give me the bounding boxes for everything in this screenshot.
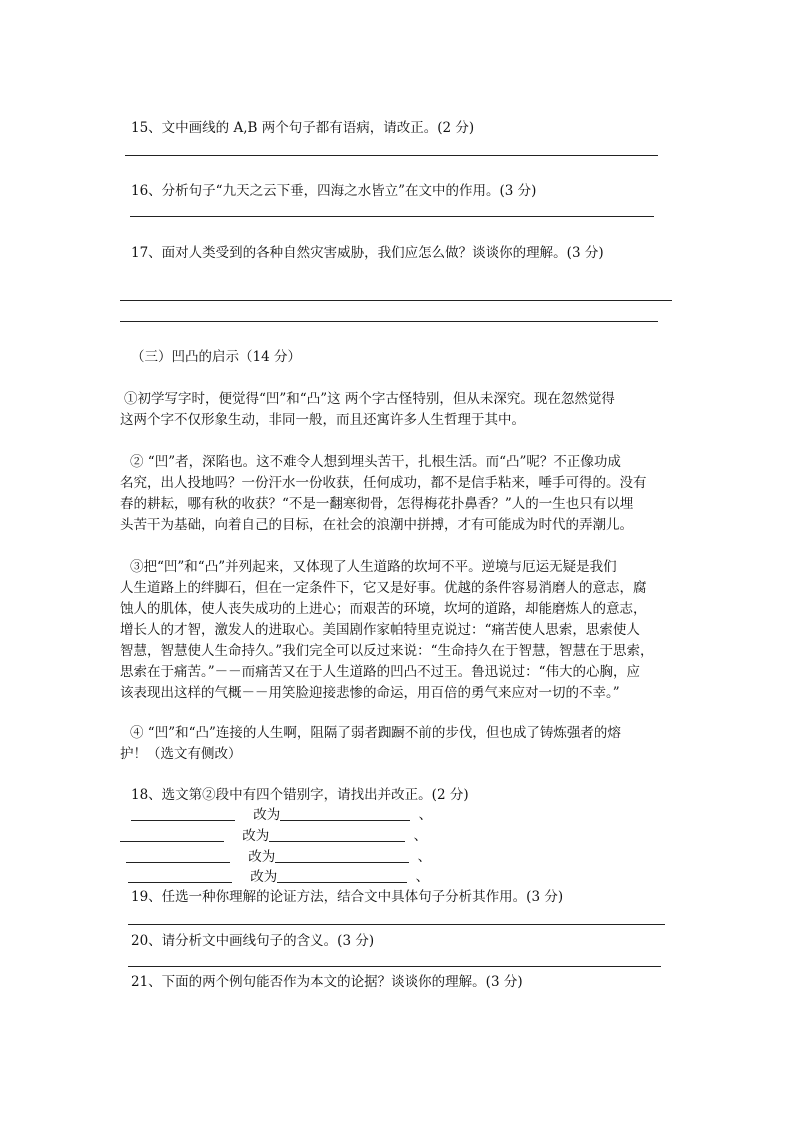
correct-char-blank-2[interactable] (269, 827, 405, 842)
paragraph-3-line: 思索在于痛苦。”－－而痛苦又在于人生道路的凹凸不过王。鲁迅说过：“伟大的心胸，应 (120, 664, 641, 680)
answer-line-16[interactable] (130, 216, 654, 217)
correction-row-4 (128, 867, 429, 888)
paragraph-2-line: ② “凹”者，深陷也。这不难令人想到埋头苦干，扎根生活。而“凸”呢？不正像功成 (130, 454, 621, 470)
paragraph-3-line: ③把“凹”和“凸”并列起来，又体现了人生道路的坎坷不平。逆境与厄运无疑是我们 (130, 559, 617, 575)
question-20: 20、请分析文中画线句子的含义。(3 分) (131, 933, 375, 949)
correction-row-2 (120, 826, 427, 847)
paragraph-2-line: 春的耕耘，哪有秋的收获？“不是一翻寒彻骨，怎得梅花扑鼻香？”人的一生也只有以埋 (120, 496, 634, 512)
answer-line-17a[interactable] (120, 300, 672, 301)
question-18: 18、选文第②段中有四个错别字，请找出并改正。(2 分) (131, 787, 469, 803)
separator: 、 (417, 849, 432, 865)
correct-char-blank-3[interactable] (275, 848, 409, 863)
wrong-char-blank-2[interactable] (120, 827, 224, 842)
paragraph-1 (120, 389, 615, 431)
separator: 、 (413, 828, 428, 844)
separator: 、 (415, 869, 430, 885)
question-15: 15、文中画线的 A,B 两个句子都有语病，请改正。(2 分) (131, 120, 475, 136)
question-21: 21、下面的两个例句能否作为本文的论据？谈谈你的理解。(3 分) (131, 974, 523, 990)
paragraph-3-line: 智慧，智慧使人生命持久。”我们完全可以反过来说：“生命持久在于智慧，智慧在于思索， (120, 643, 654, 659)
section-title: （三）凹凸的启示（14 分） (131, 349, 301, 365)
paragraph-2-line: 名究，出人投地吗？一份汗水一份收获，任何成功，都不是信手粘来，唾手可得的。没有 (120, 475, 647, 491)
change-label: 改为 (248, 849, 276, 865)
question-19: 19、任选一种你理解的论证方法，结合文中具体句子分析其作用。(3 分) (131, 889, 564, 905)
change-label: 改为 (242, 828, 270, 844)
correct-char-blank-4[interactable] (277, 868, 407, 883)
wrong-char-blank-4[interactable] (128, 868, 232, 883)
separator: 、 (418, 807, 433, 823)
paragraph-3-line: 蚀人的肌体，使人丧失成功的上进心；而艰苦的环境，坎坷的道路，却能磨炼人的意志， (120, 601, 647, 617)
answer-line-20[interactable] (128, 966, 661, 967)
answer-line-17b[interactable] (120, 321, 658, 322)
change-label: 改为 (253, 807, 281, 823)
answer-line-15[interactable] (125, 155, 658, 156)
question-17: 17、面对人类受到的各种自然灾害威胁，我们应怎么做？谈谈你的理解。(3 分) (131, 245, 604, 261)
correct-char-blank-1[interactable] (280, 806, 410, 821)
correction-row-3 (126, 847, 431, 868)
paragraph-2 (120, 452, 647, 536)
paragraph-4-line: ④ “凹”和“凸”连接的人生啊，阻隔了弱者踟蹰不前的步伐，但也成了铸炼强者的熔 (130, 725, 621, 741)
paragraph-3-line: 增长人的才智，激发人的进取心。美国剧作家帕特里克说过：“痛苦使人思索，思索使人 (120, 622, 640, 638)
paragraph-4-line: 护！（选文有侧改） (120, 746, 242, 762)
paragraph-1-line: 这两个字不仅形象生动，非同一般，而且还寓许多人生哲理于其中。 (120, 412, 525, 428)
change-label: 改为 (250, 869, 278, 885)
wrong-char-blank-3[interactable] (126, 848, 230, 863)
paragraph-3-line: 人生道路上的绊脚石，但在一定条件下，它又是好事。优越的条件容易消磨人的意志，腐 (120, 580, 647, 596)
paragraph-4 (120, 723, 621, 765)
paragraph-3 (120, 557, 654, 704)
answer-line-19[interactable] (128, 924, 665, 925)
question-16: 16、分析句子“九天之云下垂，四海之水皆立”在文中的作用。(3 分) (131, 183, 537, 199)
paragraph-2-line: 头苦干为基础，向着自己的目标，在社会的浪潮中拼搏，才有可能成为时代的弄潮儿。 (120, 517, 633, 533)
paragraph-1-line: ①初学写字时，便觉得“凹”和“凸”这 两个字古怪特别，但从未深究。现在忽然觉得 (124, 391, 615, 407)
paragraph-3-line: 该表现出这样的气概－－用笑脸迎接悲惨的命运，用百倍的勇气来应对一切的不幸。” (120, 685, 620, 701)
wrong-char-blank-1[interactable] (131, 806, 235, 821)
correction-row-1 (131, 805, 432, 826)
